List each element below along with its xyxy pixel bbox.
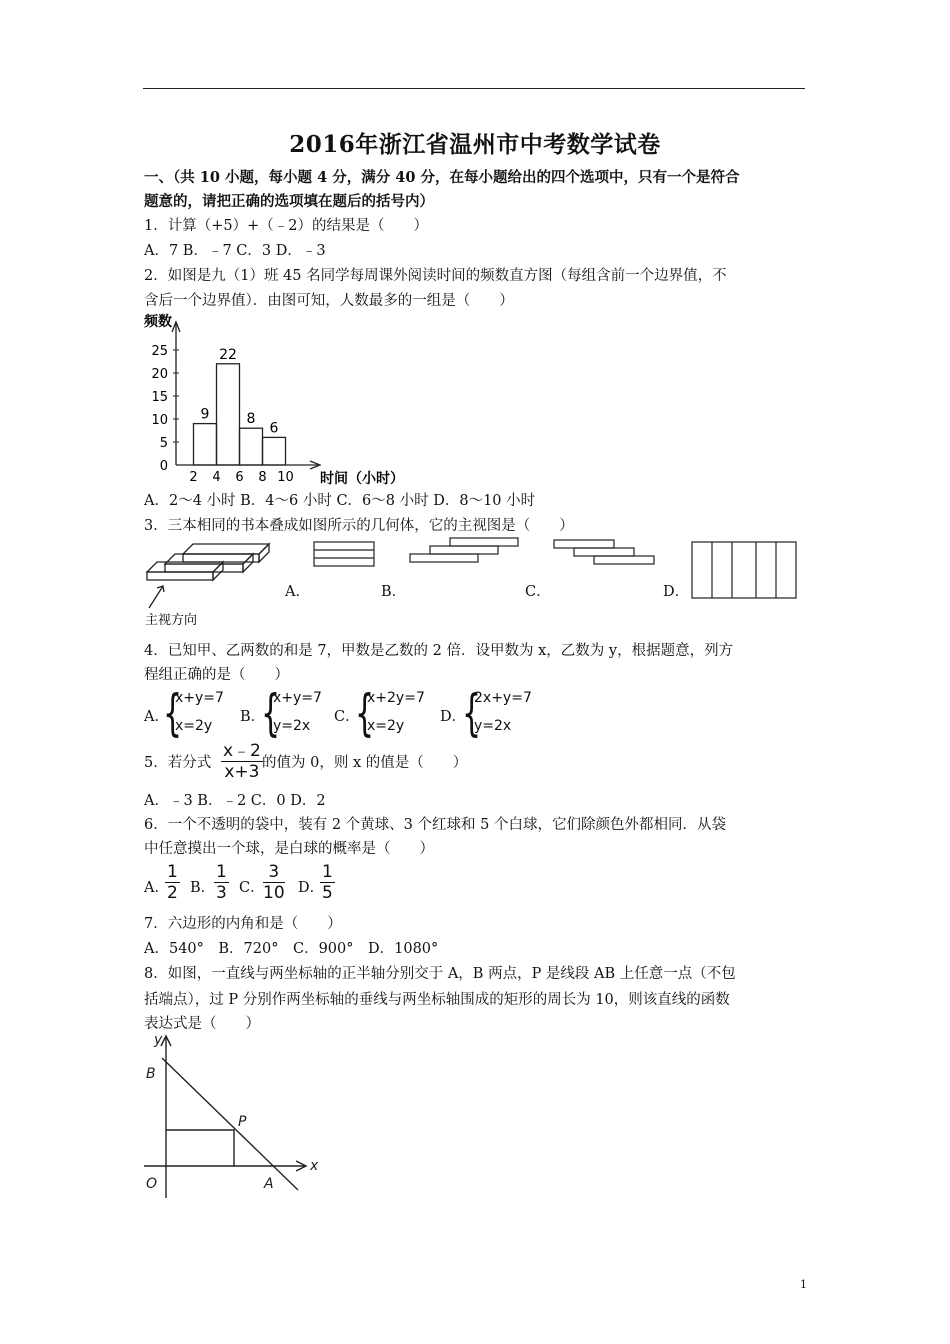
books-stack-figure [143,540,283,630]
x-axis-title: 时间（小时） [320,471,404,487]
section-heading-2: 题意的，请把正确的选项填在题后的括号内） [144,193,434,210]
q5-suffix: 的值为 0，则 x 的值是（ ） [262,755,468,771]
histogram-bar [240,428,263,465]
q4-stem-2: 程组正确的是（ ） [144,667,289,683]
x-tick-label: 10 [277,470,294,485]
x-tick-label: 4 [212,470,221,485]
q6-fraction-a: $\frac{1}{2}$ [167,862,178,903]
q5-fraction: $\frac{x﹣2}{x+3}$ [223,741,261,782]
q6-stem-2: 中任意摸出一个球，是白球的概率是（ ） [144,841,434,857]
q2-stem-2: 含后一个边界值）．由图可知，人数最多的一组是（ ） [144,293,514,309]
q8-stem-2: 括端点），过 P 分别作两坐标轴的垂线与两坐标轴围成的矩形的周长为 10，则该直线的函数 [144,992,730,1008]
q4-label-b: B． [240,709,266,725]
q3-label-c: C． [525,584,551,600]
page-number: 1 [800,1278,807,1291]
histogram-chart [140,312,430,490]
q8-stem-1: 8．如图，一直线与两坐标轴的正半轴分别交于 A，B 两点，P 是线段 AB 上任意一点（不包 [144,966,736,982]
q7-stem: 7．六边形的内角和是（ ） [144,916,342,932]
q1-options: A．7 B．﹣7 C．3 D．﹣3 [144,243,326,259]
y-tick-label: 20 [151,367,168,382]
q3-option-c-figure [552,538,662,572]
y-tick-label: 25 [151,344,168,359]
histogram-bar [217,364,240,465]
y-tick-label: 10 [151,413,168,428]
q3-option-b-figure [408,536,523,570]
page-title: 2016年浙江省温州市中考数学试卷 [289,131,661,158]
y-axis-title: 频数 [144,314,172,330]
q4-label-c: C． [334,709,360,725]
y-tick-label: 15 [151,390,168,405]
q4-label-a: A． [144,709,169,725]
bar-data-label: 9 [200,406,210,423]
histogram-bar [194,424,217,465]
y-axis-label: y [154,1032,163,1048]
q3-label-d: D． [663,584,690,600]
q4-label-d: D． [440,709,467,725]
q3-label-a: A． [285,584,310,600]
q1-stem: 1．计算（+5）+（﹣2）的结果是（ ） [144,218,428,234]
q4-system-c: { x+2y=7 x=2y [355,684,425,742]
x-tick-label: 6 [235,470,244,485]
q6-fraction-b: $\frac{1}{3}$ [216,862,227,903]
q4-system-d: { 2x+y=7 y=2x [462,684,532,742]
bar-data-label: 8 [246,411,256,428]
q2-stem-1: 2．如图是九（1）班 45 名同学每周课外阅读时间的频数直方图（每组含前一个边界值，不 [144,268,727,284]
q3-option-a-figure [312,540,378,570]
x-tick-label: 8 [258,470,267,485]
q6-fraction-d: $\frac{1}{5}$ [322,862,333,903]
origin-label: O [146,1176,158,1192]
coordinate-figure [140,1030,330,1200]
y-tick-label: 0 [159,459,168,474]
q3-stem: 3．三本相同的书本叠成如图所示的几何体，它的主视图是（ ） [144,518,574,534]
q4-stem-1: 4．已知甲、乙两数的和是 7，甲数是乙数的 2 倍．设甲数为 x，乙数为 y，根据题意，列方 [144,643,734,659]
q7-options: A．540° B．720° C．900° D．1080° [144,941,439,957]
bar-data-label: 6 [269,420,279,437]
point-a-label: A [264,1176,274,1192]
y-tick-label: 5 [159,436,168,451]
q2-options: A．2～4 小时 B．4～6 小时 C．6～8 小时 D．8～10 小时 [144,493,536,509]
x-tick-label: 2 [189,470,198,485]
q6-fraction-c: $\frac{3}{10}$ [263,862,285,903]
q8-stem-3: 表达式是（ ） [144,1016,260,1032]
x-axis-label: x [310,1158,319,1174]
view-direction-label: 主视方向 [145,613,198,628]
point-b-label: B [146,1066,156,1082]
q3-option-d-figure [690,540,802,602]
q4-system-a: { x+y=7 x=2y [163,684,224,742]
q6-label-a: A． [144,880,169,896]
top-rule [143,88,805,89]
q6-label-d: D． [298,880,325,896]
q6-label-b: B． [190,880,216,896]
q3-label-b: B． [381,584,407,600]
bar-data-label: 22 [219,346,237,363]
q4-system-b: { x+y=7 y=2x [261,684,322,742]
q5-prefix: 5．若分式 [144,755,212,771]
point-p-label: P [238,1114,247,1130]
q5-options: A．﹣3 B．﹣2 C．0 D．2 [144,793,326,809]
section-heading-1: 一、（共 10 小题，每小题 4 分，满分 40 分，在每小题给出的四个选项中，只有一个是符合 [144,169,740,186]
q6-label-c: C． [239,880,265,896]
histogram-bar [263,437,286,465]
q6-stem-1: 6．一个不透明的袋中，装有 2 个黄球、3 个红球和 5 个白球，它们除颜色外都相同．从袋 [144,817,726,833]
